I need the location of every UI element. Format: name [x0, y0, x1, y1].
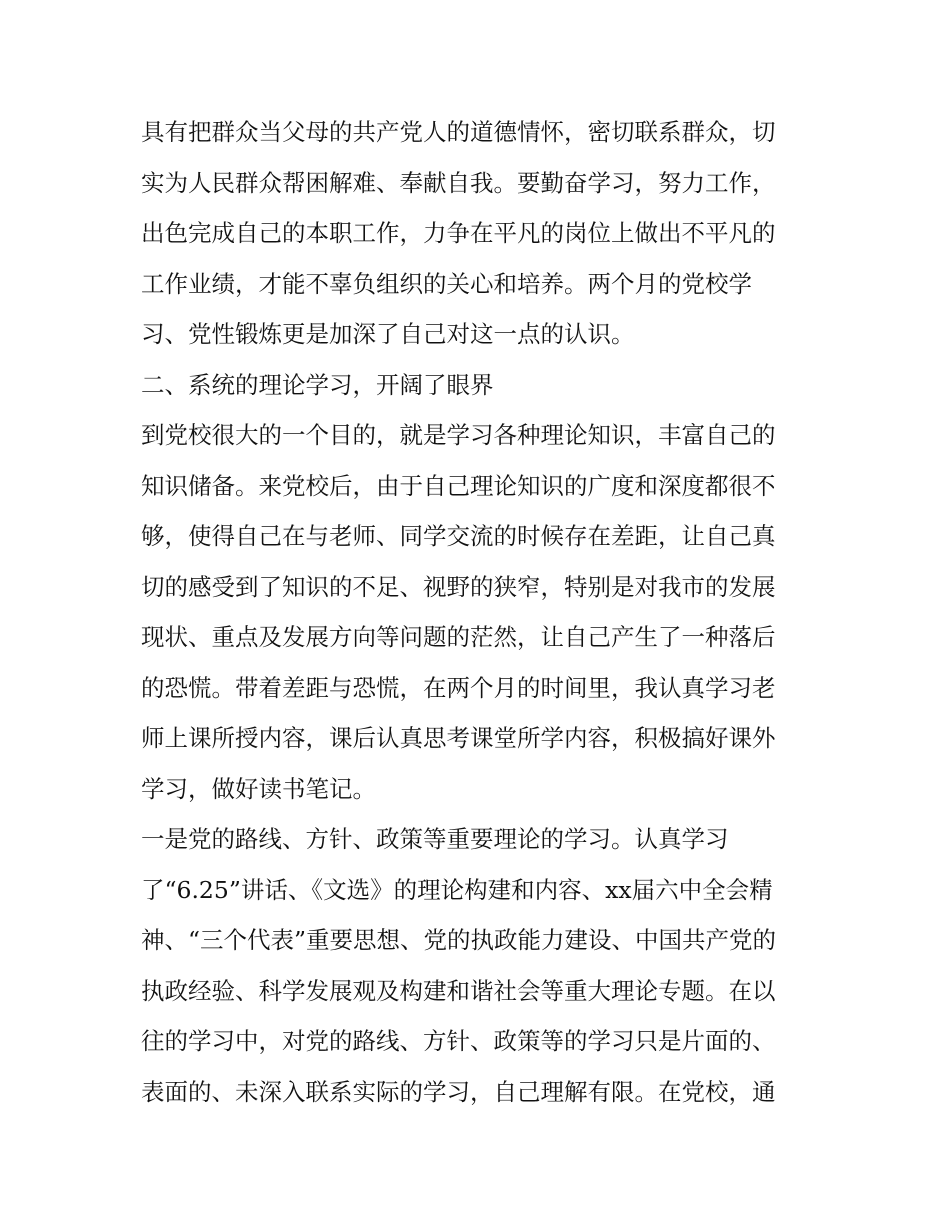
section-heading: 二、系统的理论学习，开阔了眼界: [141, 370, 494, 399]
text-line: 现状、重点及发展方向等问题的茫然，让自己产生了一种落后: [141, 623, 776, 651]
body-text: [141, 107, 821, 1117]
text-line: 一是党的路线、方针、政策等重要理论的学习。认真学习: [141, 825, 729, 853]
text-line: 出色完成自己的本职工作，力争在平凡的岗位上做出不平凡的: [141, 219, 776, 247]
text-line: 神、“三个代表”重要思想、党的执政能力建设、中国共产党的: [141, 926, 777, 954]
text-line: 够，使得自己在与老师、同学交流的时候存在差距，让自己真: [141, 522, 776, 550]
text-line: 师上课所授内容，课后认真思考课堂所学内容，积极搞好课外: [141, 724, 776, 752]
text-line: 的恐慌。带着差距与恐慌，在两个月的时间里，我认真学习老: [141, 673, 776, 702]
text-line: 习、党性锻炼更是加深了自己对这一点的认识。: [141, 320, 635, 348]
text-line: 了“6.25”讲话、《文选》的理论构建和内容、xx届六中全会精: [141, 875, 773, 904]
text-line: 到党校很大的一个目的，就是学习各种理论知识，丰富自己的: [141, 421, 776, 449]
text-line: 切的感受到了知识的不足、视野的狭窄，特别是对我市的发展: [141, 572, 776, 601]
text-line: 学习，做好读书笔记。: [141, 774, 376, 803]
text-line: 工作业绩，才能不辜负组织的关心和培养。两个月的党校学: [141, 269, 752, 298]
text-line: 知识储备。来党校后，由于自己理论知识的广度和深度都很不: [141, 471, 776, 500]
text-line: 具有把群众当父母的共产党人的道德情怀，密切联系群众，切: [141, 118, 776, 146]
text-line: 实为人民群众帮困解难、奉献自我。要勤奋学习，努力工作，: [141, 168, 776, 197]
text-line: 往的学习中，对党的路线、方针、政策等的学习只是片面的、: [141, 1027, 776, 1055]
text-line: 执政经验、科学发展观及构建和谐社会等重大理论专题。在以: [141, 976, 776, 1005]
text-line: 表面的、未深入联系实际的学习，自己理解有限。在党校，通: [141, 1077, 776, 1106]
